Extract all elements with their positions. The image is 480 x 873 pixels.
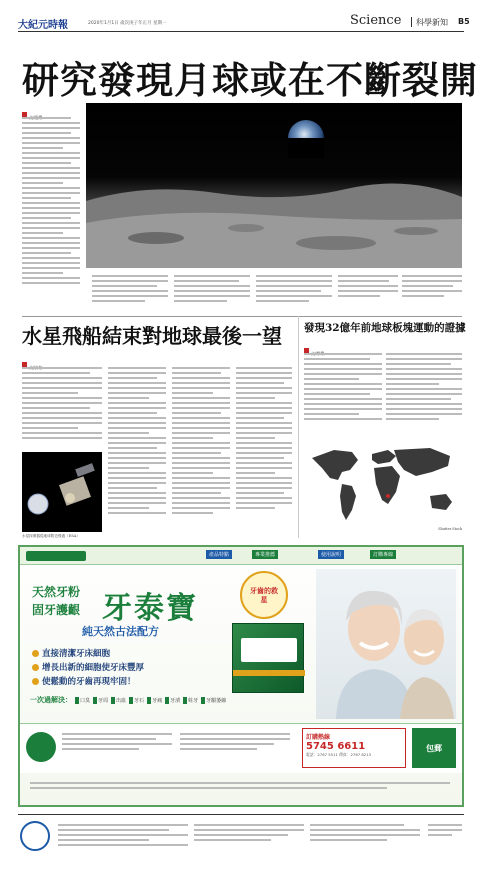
- ad-badge-text: 牙齒的救星: [250, 586, 278, 604]
- map-credit: Shutter Stock: [438, 526, 462, 531]
- ad-solve-item: 口臭: [75, 697, 90, 704]
- footer-text-col2: [194, 821, 304, 859]
- ad-slogan-2: 固牙護齦: [32, 603, 81, 617]
- earthrise-illustration: [86, 103, 462, 268]
- mercury-headline: 水星飛船結束對地球最後一望: [22, 324, 282, 348]
- ad-price-tag: [412, 728, 456, 768]
- plate-body-col2: [386, 350, 462, 432]
- ad-bullet-3: 使鬆動的牙齒再現牢固！: [32, 675, 136, 687]
- footer-text-col3: [310, 821, 420, 859]
- ad-info-text-col1: [62, 730, 172, 770]
- section-title-en: Science: [350, 13, 402, 28]
- main-article-body-col1: [22, 114, 80, 314]
- ad-top-tag-2: 專業推薦: [252, 550, 278, 559]
- dateline: 2020年1月1日 歲次庚子年正月 星期一: [88, 21, 167, 26]
- ad-footnote: [30, 779, 450, 799]
- ad-order-phone[interactable]: 5745 6611: [306, 741, 366, 752]
- bullet-check-icon: [32, 678, 39, 685]
- ad-brand-name: 牙泰寶: [102, 591, 198, 626]
- ad-product-box: [232, 623, 304, 693]
- ad-contact-icon: [26, 732, 56, 762]
- ad-footer-note: 電話：2767 5511 傳真：2767 8213: [306, 752, 372, 757]
- ad-product-label: [241, 638, 297, 662]
- mercury-body-col2: [108, 364, 166, 536]
- ad-solve-bar: [30, 693, 310, 707]
- section-title-zh: 科學新知: [416, 18, 448, 27]
- australia-shape: [430, 494, 452, 510]
- ad-solve-item: 牙周: [93, 697, 108, 704]
- main-article-body-col2: [92, 272, 168, 314]
- mercury-body-col4: [236, 364, 292, 536]
- ad-tagline: 純天然古法配方: [82, 625, 159, 638]
- masthead-logo: 大紀元時報: [18, 20, 68, 31]
- ad-top-logo: [26, 551, 86, 561]
- ad-bullet-1: 直接清潔牙床細胞: [32, 647, 110, 659]
- ad-solve-item: 牙石: [129, 697, 144, 704]
- plate-headline: 發現32億年前地球板塊運動的證據: [304, 322, 466, 334]
- asia-shape: [394, 448, 450, 476]
- mercury-spacecraft-photo: [22, 452, 102, 532]
- bullet-check-icon: [32, 650, 39, 657]
- europe-shape: [372, 450, 396, 464]
- advertisement: [18, 545, 464, 807]
- footer-text-col4: [428, 821, 462, 859]
- moon-earth-photo: [86, 103, 462, 268]
- ad-slogan-1: 天然牙粉: [32, 585, 81, 599]
- main-article-body-col5: [338, 272, 398, 314]
- ad-solve-item: 牙漬: [165, 697, 180, 704]
- ad-info-strip: [20, 723, 462, 773]
- section-divider: [411, 17, 412, 27]
- world-map-illustration: [304, 436, 464, 532]
- ad-model-photo: [316, 569, 456, 719]
- south-america-shape: [340, 484, 356, 520]
- ad-badge: [240, 571, 288, 619]
- main-article-body-col6: [402, 272, 462, 314]
- ad-top-tag-4: 訂購專線: [370, 550, 396, 559]
- ad-order-box[interactable]: [302, 728, 406, 768]
- ad-product-stripe: [233, 670, 305, 676]
- location-marker-icon: [386, 494, 390, 498]
- ad-solve-item: 牙齦萎縮: [201, 697, 226, 704]
- main-headline: 研究發現月球或在不斷裂開: [22, 58, 478, 102]
- mercury-body-col3: [172, 364, 230, 536]
- mercury-photo-caption: 水星探測器從地球附近飛過（ESA）: [22, 534, 80, 538]
- ad-order-title: 訂購熱線: [306, 734, 331, 741]
- world-map-image: [304, 436, 464, 532]
- ad-solve-item: 蛀牙: [183, 697, 198, 704]
- page-number: B5: [458, 17, 470, 26]
- north-america-shape: [312, 450, 358, 480]
- ad-bullet-2: 增長出新的細胞使牙床豐厚: [32, 661, 144, 673]
- smiling-people-illustration: [316, 569, 456, 719]
- spacecraft-illustration: [22, 452, 102, 532]
- ad-solve-item: 牙痛: [147, 697, 162, 704]
- ad-top-tag-1: 產品特點: [206, 550, 232, 559]
- ad-top-tag-3: 使用說明: [318, 550, 344, 559]
- ad-info-text-col2: [180, 730, 290, 770]
- africa-shape: [374, 466, 400, 504]
- page-footer: [18, 814, 464, 862]
- main-article-body-col4: [256, 272, 332, 314]
- page-header: [18, 13, 470, 32]
- ad-solve-item: 出血: [111, 697, 126, 704]
- ad-price-label: 包郵: [426, 742, 442, 753]
- footer-text-col1: [58, 821, 188, 859]
- bullet-check-icon: [32, 664, 39, 671]
- footer-logo-icon: [20, 821, 50, 851]
- ad-solve-label: 一次過解決：: [30, 695, 72, 704]
- main-article-body-col3: [174, 272, 250, 314]
- plate-body-col1: [304, 350, 382, 432]
